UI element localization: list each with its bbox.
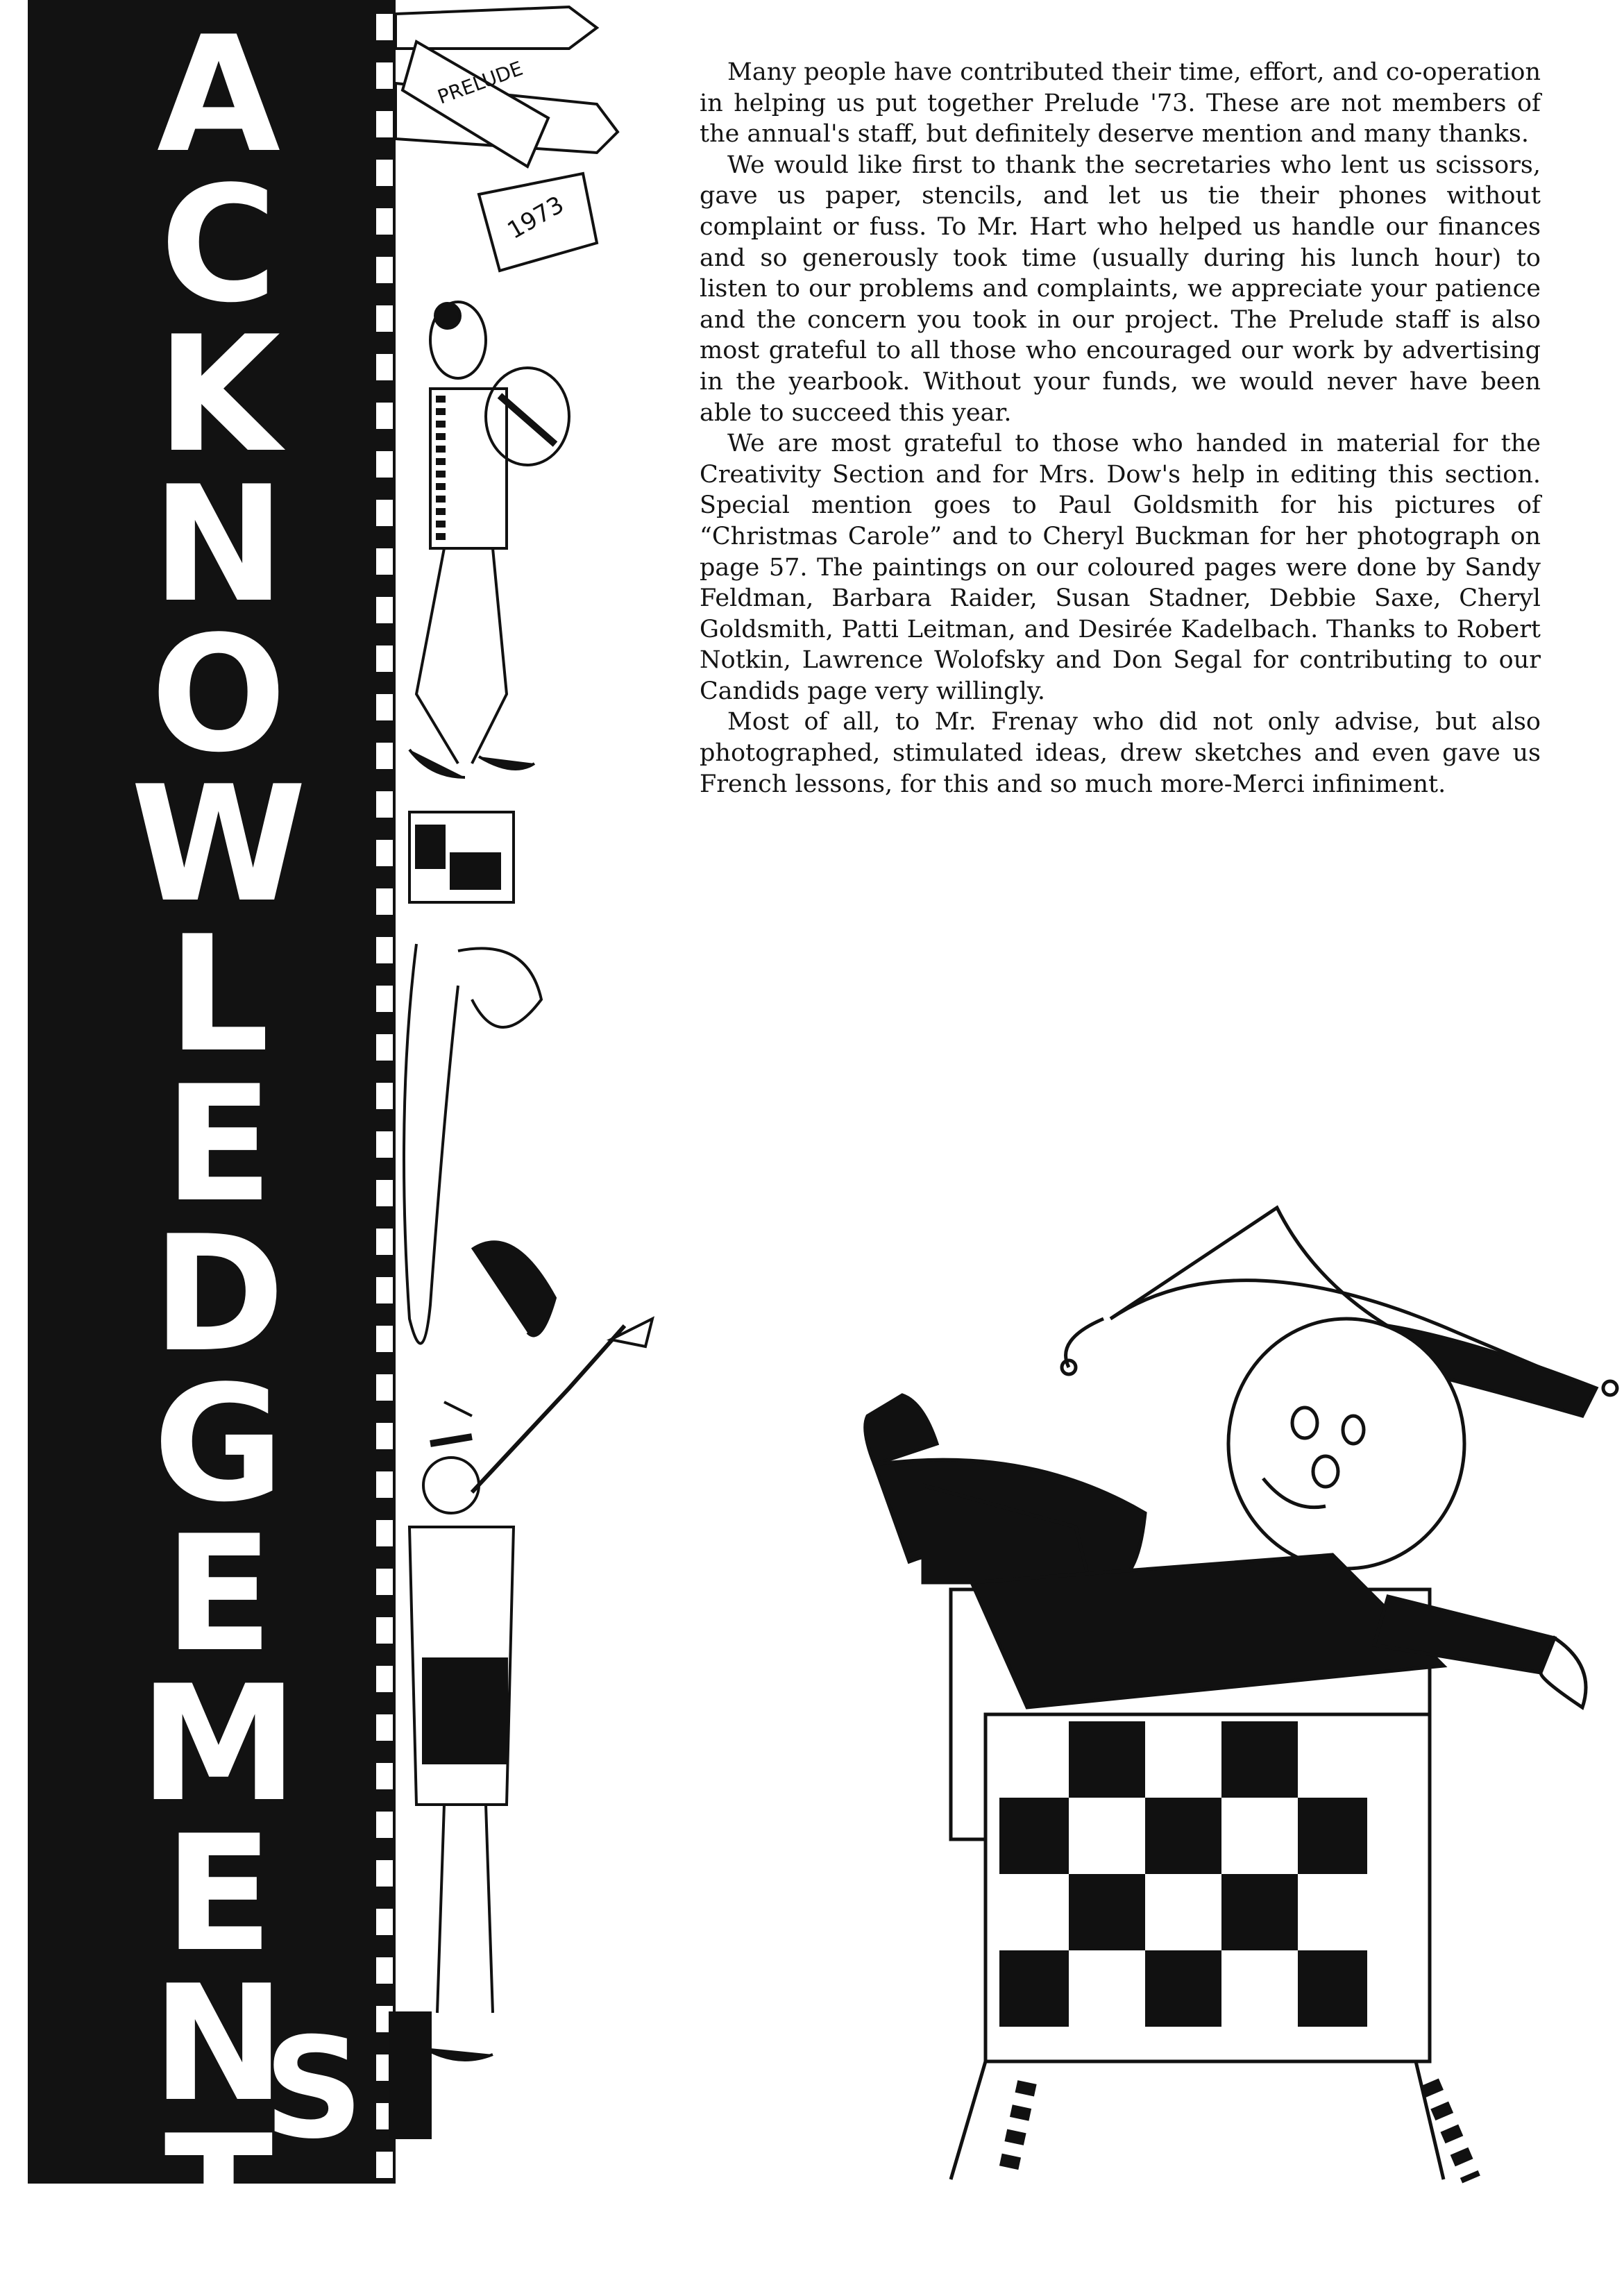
- trumpet-banner-icon: [396, 7, 618, 271]
- title-letter: O: [151, 602, 287, 788]
- title-letter: L: [167, 902, 270, 1088]
- title-letter: W: [130, 752, 307, 938]
- banner-label-prelude: PRELUDE: [434, 56, 526, 109]
- title-letter: N: [151, 453, 286, 638]
- paragraph: We would like first to thank the secretaries who lent us scissors, gave us paper, stencils, and let us tie their phones without complaint or fuss. To Mr. Hart who helped us handle our finances and so generously took time (usually during his lunch hour) to listen to our problems and complaints, we appreciate your patience and the concern you took in our project. The Prelude staff is also most grateful to all those who encouraged our work by advertising in the yearbook. Without your funds, we would never have been able to succeed this year.: [700, 151, 1541, 427]
- title-letter: G: [153, 1352, 285, 1537]
- title-letter: K: [156, 303, 281, 488]
- paragraph: We are most grateful to those who handed in material for the Creativity Section and for Mrs. Dow's help in editing this section. Special mention goes to Paul Goldsmith for his pictures of “Christmas Carole” and to Cheryl Buckman for her photograph on page 57. The paintings on our coloured pages were done by Sandy Feldman, Barbara Raider, Susan Stadner, Debbie Saxe, Cheryl Goldsmith, Patti Leitman, and Desirée Kadelbach. Thanks to Robert Notkin, Lawrence Wolofsky and Don Segal for contributing to our Candids page very willingly.: [700, 430, 1541, 705]
- title-letter: T: [164, 2102, 273, 2287]
- paragraph: Many people have contributed their time, effort, and co-operation in helping us put together Prelude '73. These are not members of the annual's staff, but definitely deserve mention and many thanks.: [700, 58, 1541, 149]
- title-letter: M: [139, 1652, 298, 1837]
- jester-in-box-icon: [847, 1138, 1624, 2184]
- title-letter: D: [152, 1202, 285, 1387]
- title-letter: E: [164, 1802, 273, 1987]
- page-binding-edge: [0, 0, 29, 2184]
- page-title-vertical: [104, 3, 333, 2287]
- title-letter-final: S: [264, 2008, 364, 2170]
- title-letter: E: [164, 1052, 273, 1238]
- paragraph: Most of all, to Mr. Frenay who did not only advise, but also photographed, stimulated ideas, drew sketches and even gave us French lessons, for this and so much more-Merci infiniment.: [700, 708, 1541, 798]
- title-letter: N: [151, 1952, 286, 2137]
- title-letter: A: [156, 3, 280, 188]
- acrobat-figure-icon: [389, 302, 652, 2138]
- banner-label-1973: 1973: [502, 190, 569, 245]
- acknowledgements-body: [700, 57, 1541, 800]
- title-letter: E: [164, 1502, 273, 1687]
- title-letter: C: [160, 153, 278, 338]
